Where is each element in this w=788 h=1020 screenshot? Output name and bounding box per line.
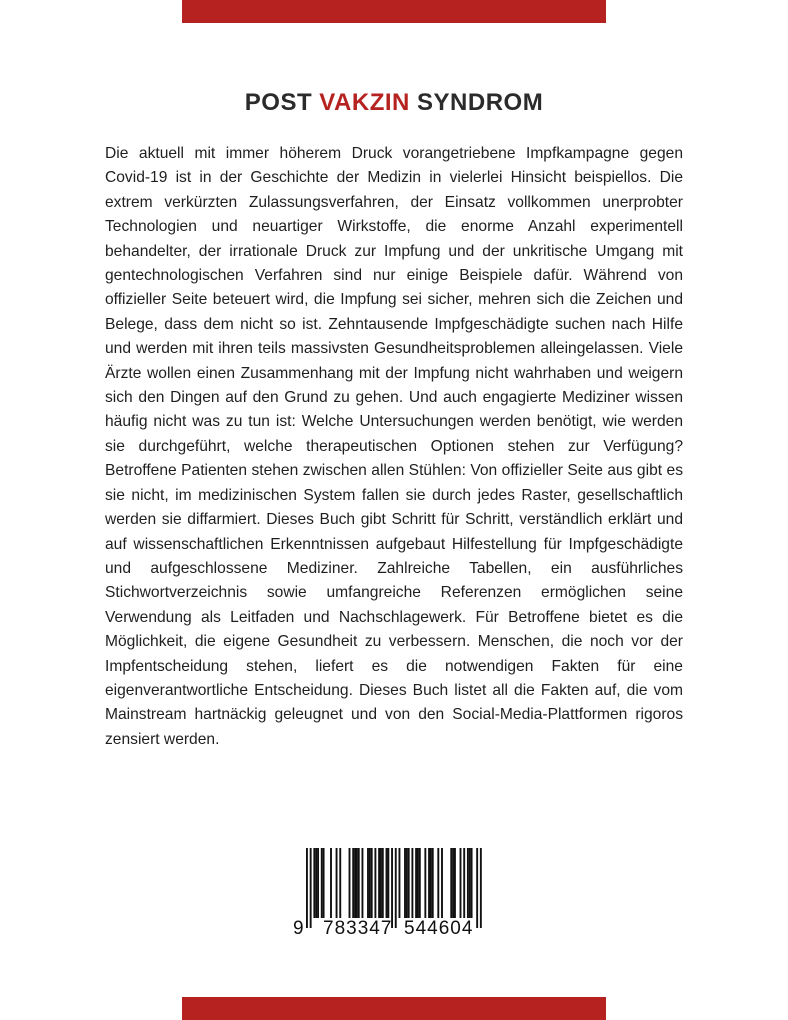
blurb-text: Die aktuell mit immer höherem Druck vorangetriebene Impfkampagne gegen Covid-19 ist in der Geschichte der Medizin in vielerlei Hinsicht beispiellos. Die extrem verkürzten Zulassungsverfahren, der Einsatz vollkommen unerprobter Technologien und neuartiger Wirkstoffe, die enorme Anzahl experimentell behandelter, der irrationale Druck zur Impfung und der unkritische Umgang mit gentechnologischen Verfahren sind nur einige Beispiele dafür. Während von offizieller Seite beteuert wird, die Impfung sei sicher, mehren sich die Zeichen und Belege, dass dem nicht so ist. Zehntausende Impfgeschädigte suchen nach Hilfe und werden mit ihren teils massivsten Gesundheitsproblemen alleingelassen. Viele Ärzte wollen einen Zusammenhang mit der Impfung nicht wahrhaben und weigern sich den Dingen auf den Grund zu gehen. Und auch engagierte Mediziner wissen häufig nicht was zu tun ist: Welche Untersuchungen werden benötigt, wie werden sie durchgeführt, welche therapeutischen Optionen stehen zur Verfügung? Betroffene Patienten stehen zwischen allen Stühlen: Von offizieller Seite aus gibt es sie nicht, im medizinischen System fallen sie durch jedes Raster, gesellschaftlich werden sie diffarmiert. Dieses Buch gibt Schritt für Schritt, verständlich erklärt und auf wissenschaftlichen Erkenntnissen aufgebaut Hilfestellung für Impfgeschädigte und aufgeschlossene Mediziner. Zahlreiche Tabellen, ein ausführliches Stichwortverzeichnis sowie umfangreiche Referenzen ermöglichen seine Verwendung als Leitfaden und Nachschlagewerk. Für Betroffene bietet es die Möglichkeit, die eigene Gesundheit zu verbessern. Menschen, die noch vor der Impfentscheidung stehen, liefert es die notwendigen Fakten für eine eigenverantwortliche Entscheidung. Dieses Buch listet all die Fakten auf, die vom Mainstream hartnäckig geleugnet und von den Social-Media-Plattformen rigoros zensiert werden.: [105, 145, 683, 748]
title-part-post: POST: [244, 89, 320, 116]
title-part-vakzin: VAKZIN: [319, 89, 410, 116]
isbn-number: [293, 918, 493, 940]
book-title: [0, 89, 788, 117]
isbn-left-group: 783347: [323, 918, 393, 939]
top-red-bar: [182, 0, 606, 23]
bottom-red-bar: [182, 997, 606, 1020]
title-part-syndrom: SYNDROM: [409, 89, 544, 116]
isbn-first-digit: 9: [293, 918, 304, 939]
isbn-right-group: 544604: [404, 918, 474, 939]
